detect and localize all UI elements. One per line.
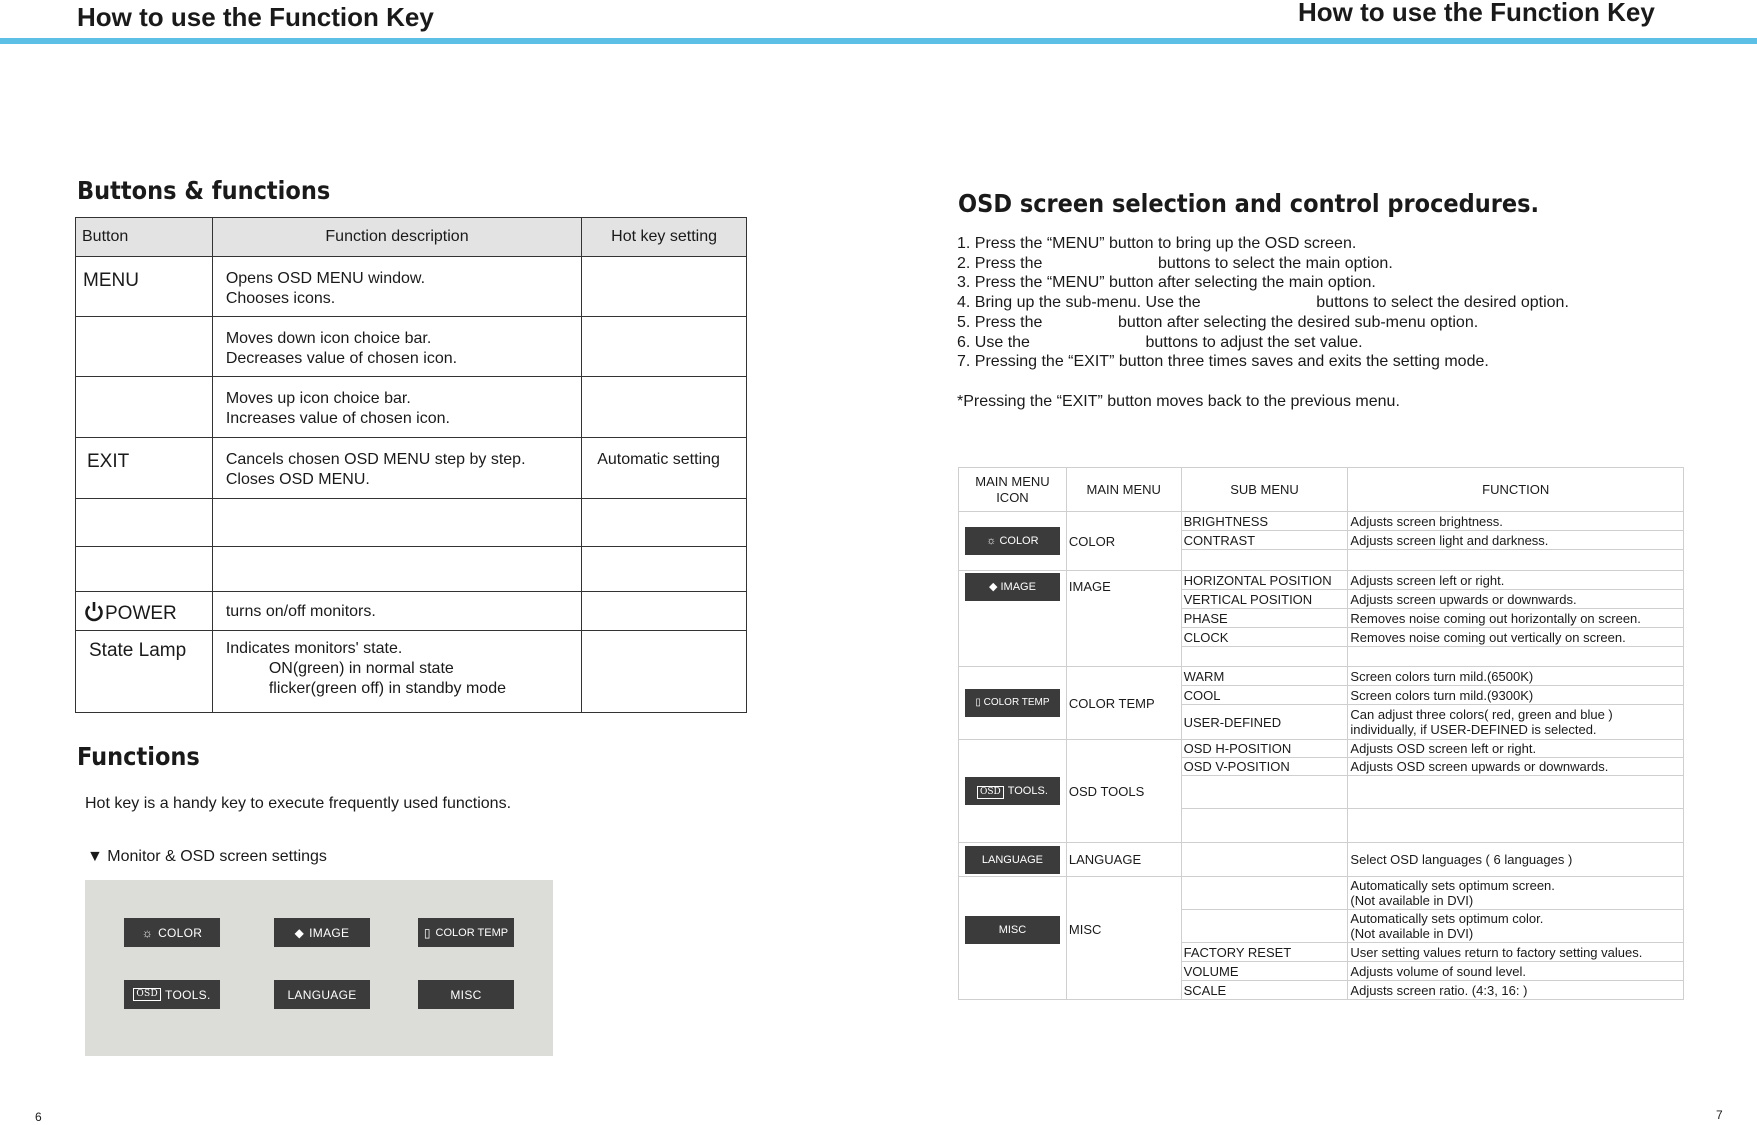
sub-menu: VERTICAL POSITION [1181, 590, 1348, 609]
sub-menu: WARM [1181, 667, 1348, 686]
function: Can adjust three colors( red, green and blue ) individually, if USER-DEFINED is selected. [1348, 705, 1684, 740]
sub-menu: CLOCK [1181, 628, 1348, 647]
sub-menu: BRIGHTNESS [1181, 512, 1348, 531]
function [1348, 647, 1684, 667]
table-row [959, 740, 1684, 758]
table-row [76, 257, 747, 317]
hotkey-setting [582, 499, 747, 547]
misc-tile: MISC [418, 980, 514, 1009]
hotkey-setting [582, 547, 747, 592]
main-menu-icon: OSD TOOLS. [959, 740, 1067, 843]
function [1348, 809, 1684, 843]
sun-icon: ☼ [986, 535, 1000, 547]
buttons-functions-heading: Buttons & functions [77, 176, 331, 205]
main-menu-name: MISC [1066, 877, 1181, 1000]
function: Adjusts screen ratio. (4:3, 16: ) [1348, 981, 1684, 1000]
monitor-osd-label: ▼ Monitor & OSD screen settings [87, 848, 327, 865]
col-header-function: FUNCTION [1348, 468, 1684, 512]
function: Adjusts screen upwards or downwards. [1348, 590, 1684, 609]
function [1348, 550, 1684, 571]
function: Screen colors turn mild.(9300K) [1348, 686, 1684, 705]
button-name [76, 317, 213, 377]
sub-menu [1181, 776, 1348, 809]
main-menu-name: OSD TOOLS [1066, 740, 1181, 843]
main-menu-name: COLOR TEMP [1066, 667, 1181, 740]
osd-menu-table [958, 467, 1684, 1000]
hotkey-setting: Automatic setting [582, 438, 747, 499]
sun-icon: ☼ [141, 925, 154, 940]
function: Removes noise coming out vertically on screen. [1348, 628, 1684, 647]
function-description: turns on/off monitors. [212, 592, 581, 631]
sub-menu [1181, 809, 1348, 843]
col-header-main-menu: MAIN MENU [1066, 468, 1181, 512]
color-tile: ☼ COLOR [124, 918, 220, 947]
function [1348, 776, 1684, 809]
function-description: Indicates monitors' state. ON(green) in normal state flicker(green off) in standby mode [212, 631, 581, 713]
table-row [959, 571, 1684, 590]
main-menu-name: IMAGE [1066, 571, 1181, 667]
function: Select OSD languages ( 6 languages ) [1348, 843, 1684, 877]
function-description: Moves up icon choice bar. Increases value of chosen icon. [212, 377, 581, 438]
sub-menu [1181, 647, 1348, 667]
sub-menu [1181, 910, 1348, 943]
sub-menu: CONTRAST [1181, 531, 1348, 550]
hotkey-setting [582, 317, 747, 377]
function-description [212, 547, 581, 592]
sub-menu: PHASE [1181, 609, 1348, 628]
step-5: 5. Press the button after selecting the desired sub-menu option. [957, 313, 1479, 331]
main-menu-icon: MISC [959, 877, 1067, 1000]
button-name [76, 499, 213, 547]
button-name: POWER [76, 592, 213, 631]
step-3: 3. Press the “MENU” button after selecting the main option. [957, 274, 1376, 292]
sub-menu: FACTORY RESET [1181, 943, 1348, 962]
function-description: Moves down icon choice bar. Decreases value of chosen icon. [212, 317, 581, 377]
image-tile: ◆ IMAGE [274, 918, 370, 947]
button-name: EXIT [76, 438, 213, 499]
table-row [76, 438, 747, 499]
hotkey-setting [582, 377, 747, 438]
main-menu-name: LANGUAGE [1066, 843, 1181, 877]
function: Adjusts screen left or right. [1348, 571, 1684, 590]
button-name: MENU [76, 257, 213, 317]
table-row [76, 317, 747, 377]
sub-menu: COOL [1181, 686, 1348, 705]
left-page-title: How to use the Function Key [77, 2, 434, 32]
button-name [76, 377, 213, 438]
function: Adjusts OSD screen left or right. [1348, 740, 1684, 758]
main-menu-icon: LANGUAGE [959, 843, 1067, 877]
power-icon [84, 600, 104, 627]
image-icon: ◆ [988, 581, 1001, 593]
color-temp-icon: ▯ [423, 925, 431, 940]
right-page-number: 7 [1716, 1108, 1723, 1122]
table-row [959, 667, 1684, 686]
col-header-button: Button [76, 218, 213, 257]
table-row [959, 877, 1684, 910]
button-name [76, 547, 213, 592]
table-row [76, 592, 747, 631]
menu-table-header [959, 468, 1684, 512]
hotkey-setting [582, 631, 747, 713]
function-description: Opens OSD MENU window. Chooses icons. [212, 257, 581, 317]
table-row [76, 631, 747, 713]
step-1: 1. Press the “MENU” button to bring up the OSD screen. [957, 235, 1357, 252]
function-description [212, 499, 581, 547]
col-header-icon: MAIN MENU ICON [959, 468, 1067, 512]
sub-menu: USER-DEFINED [1181, 705, 1348, 740]
function: Adjusts screen light and darkness. [1348, 531, 1684, 550]
sub-menu: OSD V-POSITION [1181, 758, 1348, 776]
step-4: 4. Bring up the sub-menu. Use the buttons to select the desired option. [957, 294, 1569, 312]
table-row [959, 512, 1684, 531]
button-name: State Lamp [76, 631, 213, 713]
color-temp-icon: ▯ [975, 697, 984, 708]
table-row [76, 377, 747, 438]
functions-heading: Functions [77, 742, 200, 771]
col-header-function: Function description [212, 218, 581, 257]
function: Automatically sets optimum screen. (Not available in DVI) [1348, 877, 1684, 910]
col-header-sub-menu: SUB MENU [1181, 468, 1348, 512]
main-menu-name: COLOR [1066, 512, 1181, 571]
header-rule [0, 38, 1757, 44]
function: Automatically sets optimum color. (Not available in DVI) [1348, 910, 1684, 943]
sub-menu: VOLUME [1181, 962, 1348, 981]
osd-tools-tile: OSD TOOLS. [124, 980, 220, 1009]
col-header-hotkey: Hot key setting [582, 218, 747, 257]
hotkey-setting [582, 257, 747, 317]
sub-menu: HORIZONTAL POSITION [1181, 571, 1348, 590]
table-row [76, 547, 747, 592]
main-menu-icon: ◆ IMAGE [959, 571, 1067, 667]
sub-menu: SCALE [1181, 981, 1348, 1000]
right-page-title: How to use the Function Key [1298, 0, 1655, 27]
left-page-number: 6 [35, 1110, 42, 1124]
procedure-steps [957, 234, 1569, 372]
step-6: 6. Use the buttons to adjust the set value. [957, 333, 1363, 351]
function: Removes noise coming out horizontally on screen. [1348, 609, 1684, 628]
osd-box-icon: OSD [977, 786, 1004, 799]
function-description: Cancels chosen OSD MENU step by step. Closes OSD MENU. [212, 438, 581, 499]
main-menu-icon: ▯ COLOR TEMP [959, 667, 1067, 740]
function: Adjusts OSD screen upwards or downwards. [1348, 758, 1684, 776]
sub-menu: OSD H-POSITION [1181, 740, 1348, 758]
hotkey-setting [582, 592, 747, 631]
sub-menu [1181, 877, 1348, 910]
osd-box-icon: OSD [133, 988, 161, 1001]
step-2: 2. Press the buttons to select the main option. [957, 254, 1393, 272]
osd-icons-panel [85, 880, 553, 1056]
buttons-table [75, 217, 747, 713]
color-temp-tile: ▯ COLOR TEMP [418, 918, 514, 947]
osd-procedures-heading: OSD screen selection and control procedures. [958, 189, 1540, 218]
table-row [959, 843, 1684, 877]
buttons-table-header [76, 218, 747, 257]
function: Adjusts screen brightness. [1348, 512, 1684, 531]
image-icon: ◆ [294, 925, 305, 940]
main-menu-icon: ☼ COLOR [959, 512, 1067, 571]
table-row [76, 499, 747, 547]
functions-text: Hot key is a handy key to execute frequently used functions. [85, 795, 512, 812]
sub-menu [1181, 843, 1348, 877]
exit-note: *Pressing the “EXIT” button moves back to the previous menu. [957, 393, 1400, 410]
function: User setting values return to factory setting values. [1348, 943, 1684, 962]
language-tile: LANGUAGE [274, 980, 370, 1009]
step-7: 7. Pressing the “EXIT” button three times saves and exits the setting mode. [957, 353, 1489, 371]
function: Adjusts volume of sound level. [1348, 962, 1684, 981]
function: Screen colors turn mild.(6500K) [1348, 667, 1684, 686]
sub-menu [1181, 550, 1348, 571]
